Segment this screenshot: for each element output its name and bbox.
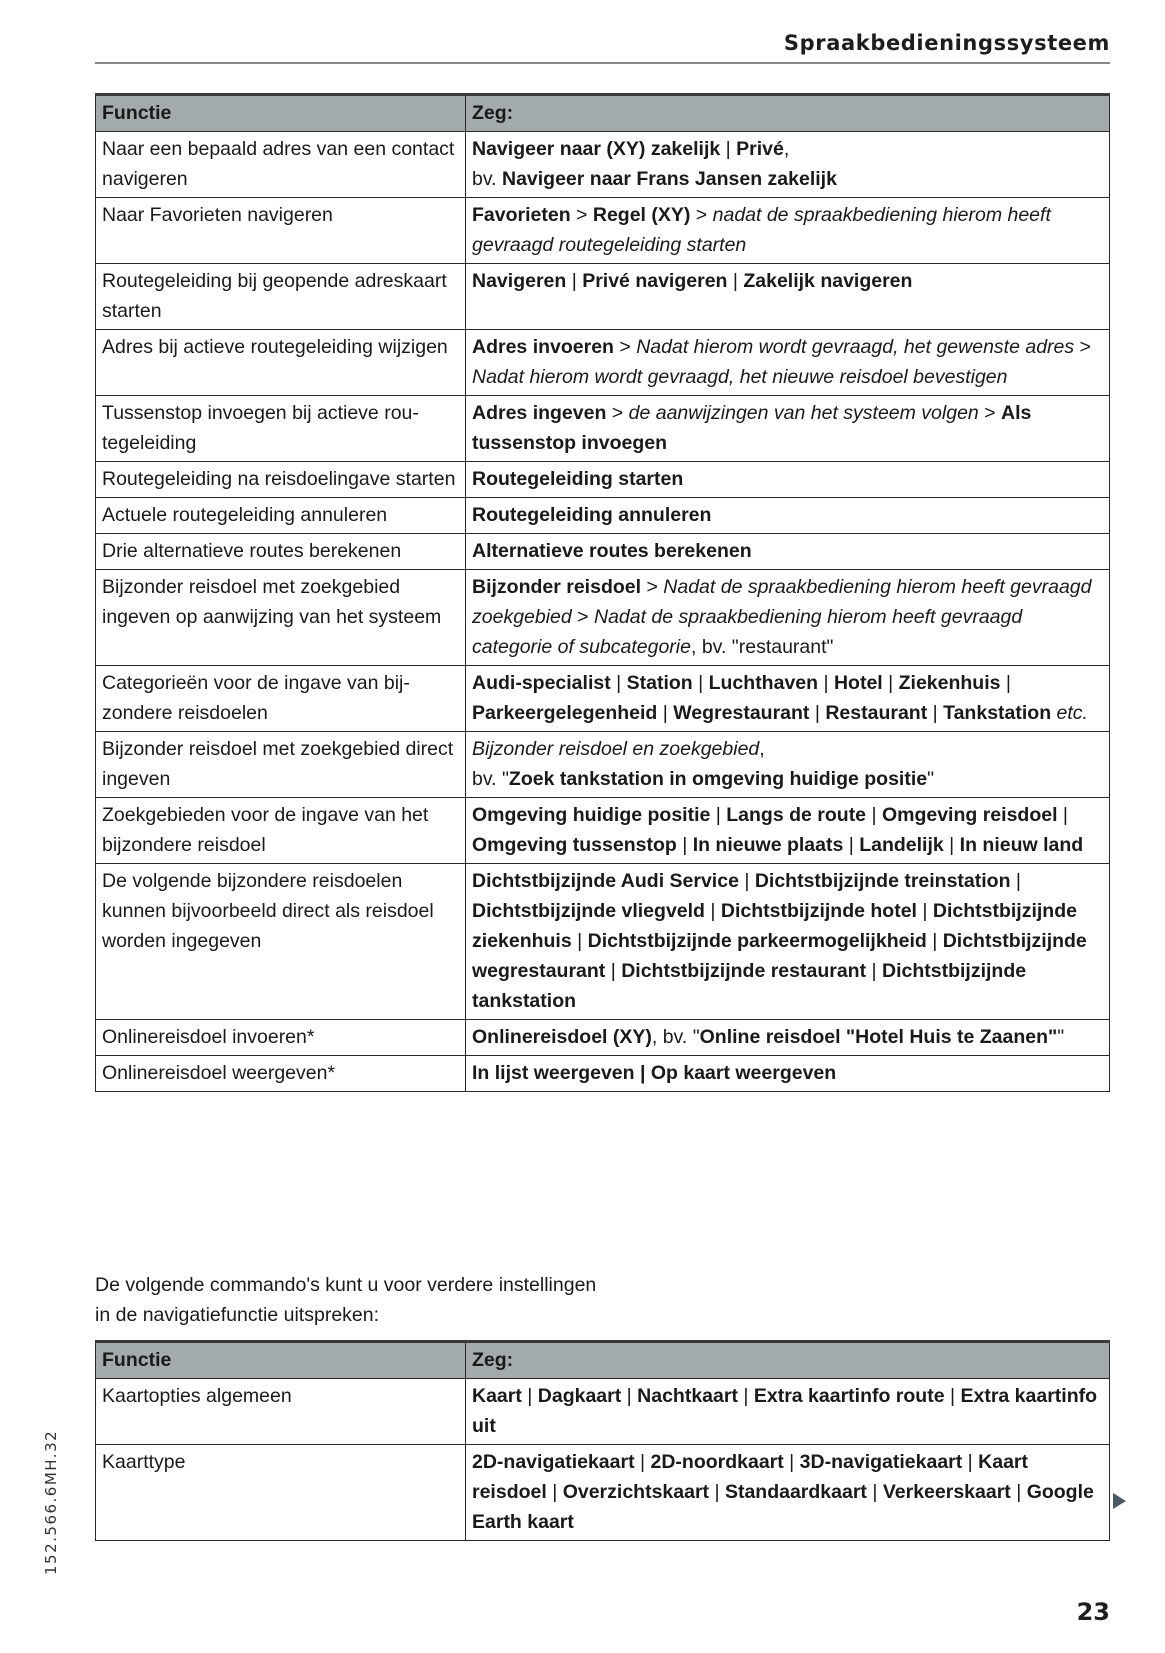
say-command-cell — [466, 462, 1110, 498]
spoken-command: Dagkaart — [537, 1385, 622, 1407]
separator-text: | — [944, 1385, 961, 1407]
separator-text: | — [927, 702, 944, 724]
say-command-cell — [466, 498, 1110, 534]
spoken-command: Dichtstbijzijnde ziekenhuis — [472, 900, 1077, 952]
instruction-text: Bijzonder reisdoel en zoekgebied — [472, 738, 760, 760]
separator-text: | — [737, 1385, 754, 1407]
separator-text: | — [720, 138, 737, 160]
spoken-command: Dichtstbijzijnde treinstation — [754, 870, 1011, 892]
instruction-text: de aanwijzingen van het systeem volgen — [628, 402, 979, 424]
table-row — [96, 462, 1110, 498]
separator-text: > — [1074, 336, 1091, 358]
separator-text: | — [818, 672, 834, 694]
function-cell: Bijzonder reisdoel met zoekgebied ingeven op aanwijzing van het systeem — [96, 570, 466, 666]
spoken-command: Adres ingeven — [472, 402, 607, 424]
spoken-command: Luchthaven — [708, 672, 819, 694]
separator-text: | — [605, 960, 622, 982]
separator-text: | — [621, 1385, 638, 1407]
separator-text: , bv. " — [651, 1026, 700, 1048]
say-command-cell — [466, 396, 1110, 462]
function-cell: Categorieën voor de ingave van bijzondere reisdoelen — [96, 666, 466, 732]
spoken-command: Standaardkaart — [724, 1481, 867, 1503]
say-command-cell — [466, 570, 1110, 666]
spoken-command: Dichtstbijzijnde restaurant — [621, 960, 867, 982]
spoken-command: Adres invoeren — [472, 336, 614, 358]
spoken-command: Overzichtskaart — [562, 1481, 710, 1503]
separator-text: | — [809, 702, 826, 724]
separator-text: | — [657, 702, 674, 724]
spoken-command: Alternatieve routes berekenen — [472, 540, 752, 562]
spoken-command: 3D-navigatiekaart — [799, 1451, 963, 1473]
section-title: Spraakbedieningssysteem — [783, 31, 1110, 55]
table-row — [96, 534, 1110, 570]
function-cell: Kaarttype — [96, 1445, 466, 1541]
separator-text: | — [566, 270, 583, 292]
separator-text: | — [704, 900, 721, 922]
table-row — [96, 1379, 1110, 1445]
function-cell: Naar een bepaald adres van een contact navigeren — [96, 132, 466, 198]
separator-text: > — [690, 204, 713, 226]
separator-text: | — [634, 1451, 651, 1473]
spoken-command: In lijst weergeven | Op kaart weergeven — [472, 1062, 837, 1084]
separator-text: | — [866, 804, 882, 826]
instruction-text: Nadat hierom wordt gevraagd, het nieuwe reisdoel bevestigen — [472, 366, 1008, 388]
separator-text: bv. — [472, 168, 502, 190]
table-header-row — [96, 95, 1110, 132]
spoken-command: 2D-noordkaart — [650, 1451, 784, 1473]
spoken-command: Dichtstbijzijnde hotel — [720, 900, 917, 922]
table-row — [96, 732, 1110, 798]
spoken-command: Als tussenstop invoegen — [472, 402, 1032, 454]
table-row — [96, 1020, 1110, 1056]
function-cell: Routegeleiding bij geopende adreskaart starten — [96, 264, 466, 330]
say-command-cell — [466, 732, 1110, 798]
separator-text: > — [571, 606, 594, 628]
spoken-command: Navigeren — [472, 270, 567, 292]
spoken-command: Landelijk — [859, 834, 944, 856]
separator-text: , bv. "restaurant" — [690, 636, 834, 658]
function-cell: Onlinereisdoel weergeven* — [96, 1056, 466, 1092]
separator-text: > — [613, 336, 637, 358]
say-command-cell — [466, 1379, 1110, 1445]
function-cell: Actuele routegeleiding annuleren — [96, 498, 466, 534]
spoken-command: Dichtstbijzijnde Audi Service — [472, 870, 739, 892]
separator-text: > — [606, 402, 629, 424]
table-row — [96, 264, 1110, 330]
separator-text: | — [710, 804, 727, 826]
spoken-command: Omgeving tussenstop — [472, 834, 677, 856]
separator-text: | — [1010, 870, 1021, 892]
spoken-command: Langs de route — [726, 804, 867, 826]
function-cell: Naar Favorieten navigeren — [96, 198, 466, 264]
separator-text: " — [927, 768, 935, 790]
separator-text: | — [709, 1481, 725, 1503]
function-cell: Bijzonder reisdoel met zoekgebied direct ingeven — [96, 732, 466, 798]
spoken-command: Google Earth kaart — [472, 1481, 1094, 1533]
instruction-text: Nadat de spraakbediening hierom heeft gevraagd zoekgebied — [472, 576, 1092, 628]
spoken-command: Onlinereisdoel (XY) — [472, 1026, 652, 1048]
table-row — [96, 498, 1110, 534]
spoken-command: In nieuw land — [959, 834, 1084, 856]
say-command-cell — [466, 864, 1110, 1020]
spoken-command: Privé — [736, 138, 784, 160]
spoken-command: Dichtstbijzijnde tankstation — [472, 960, 1027, 1012]
instruction-text: etc. — [1056, 702, 1088, 724]
separator-text: | — [571, 930, 588, 952]
running-header — [95, 26, 1110, 64]
separator-text: | — [943, 834, 960, 856]
spoken-command: Hotel — [833, 672, 883, 694]
separator-text: | — [546, 1481, 563, 1503]
separator-text: bv. " — [472, 768, 509, 790]
spoken-command: Omgeving reisdoel — [881, 804, 1058, 826]
separator-text: " — [1057, 1026, 1065, 1048]
spoken-command: Ziekenhuis — [898, 672, 1001, 694]
spoken-command: Wegrestaurant — [673, 702, 810, 724]
spoken-command: Bijzonder reisdoel — [472, 576, 642, 598]
column-header-function: Functie — [96, 95, 466, 132]
spoken-command: Tankstation — [943, 702, 1052, 724]
spoken-command: Dichtstbijzijnde wegrestaurant — [472, 930, 1087, 982]
separator-text: > — [570, 204, 593, 226]
table-row — [96, 330, 1110, 396]
spoken-command: Extra kaartinfo uit — [472, 1385, 1098, 1437]
table-row — [96, 666, 1110, 732]
spoken-command: Parkeergelegenheid — [472, 702, 658, 724]
spoken-command: Verkeerskaart — [882, 1481, 1011, 1503]
separator-text: | — [882, 672, 899, 694]
separator-text: > — [978, 402, 1001, 424]
separator-text: | — [866, 1481, 883, 1503]
separator-text: | — [866, 960, 882, 982]
spoken-command: Kaart reisdoel — [472, 1451, 1029, 1503]
separator-text: | — [916, 900, 933, 922]
spoken-command: Favorieten — [472, 204, 571, 226]
table-row — [96, 132, 1110, 198]
spoken-command: Navigeer naar Frans Jansen zakelijk — [501, 168, 837, 190]
spoken-command: Online reisdoel "Hotel Huis te Zaanen" — [699, 1026, 1058, 1048]
say-command-cell — [466, 264, 1110, 330]
say-command-cell — [466, 198, 1110, 264]
separator-text: | — [962, 1451, 979, 1473]
separator-text: | — [676, 834, 693, 856]
spoken-command: Dichtstbijzijnde vliegveld — [472, 900, 705, 922]
function-cell: Adres bij actieve routegeleiding wijzigen — [96, 330, 466, 396]
say-command-cell — [466, 1020, 1110, 1056]
instruction-text: Nadat hierom wordt gevraagd, het gewenste adres — [636, 336, 1075, 358]
column-header-say: Zeg: — [466, 95, 1110, 132]
function-cell: Kaartopties algemeen — [96, 1379, 466, 1445]
separator-text: , — [783, 138, 790, 160]
intro-paragraph: De volgende commando's kunt u voor verdere instellingen in de navigatiefunctie uitspreken: — [95, 1274, 597, 1326]
table-row — [96, 396, 1110, 462]
say-command-cell — [466, 1056, 1110, 1092]
separator-text: | — [843, 834, 860, 856]
spoken-command: Zoek tankstation in omgeving huidige positie — [508, 768, 928, 790]
separator-text: | — [783, 1451, 800, 1473]
voice-commands-table-map-settings — [95, 1340, 1110, 1541]
spoken-command: Navigeer naar (XY) zakelijk — [472, 138, 721, 160]
column-header-function: Functie — [96, 1342, 466, 1379]
say-command-cell — [466, 1445, 1110, 1541]
function-cell: Zoekgebieden voor de ingave van het bijzondere reisdoel — [96, 798, 466, 864]
voice-commands-table-navigation — [95, 93, 1110, 1092]
spoken-command: Regel (XY) — [592, 204, 691, 226]
instruction-text: Nadat de spraakbediening hierom heeft gevraagd categorie of subcategorie — [472, 606, 1023, 658]
table-row — [96, 798, 1110, 864]
spoken-command: Dichtstbijzijnde parkeermogelijkheid — [587, 930, 927, 952]
instruction-text: nadat de spraakbediening hierom heeft gevraagd routegeleiding starten — [472, 204, 1051, 256]
spoken-command: Zakelijk navigeren — [743, 270, 913, 292]
document-code: 152.566.6MH.32 — [42, 1429, 60, 1575]
spoken-command: 2D-navigatiekaart — [472, 1451, 635, 1473]
spoken-command: Restaurant — [825, 702, 928, 724]
table-row — [96, 1445, 1110, 1541]
separator-text: | — [926, 930, 943, 952]
separator-text: | — [692, 672, 709, 694]
function-cell: Drie alternatieve routes berekenen — [96, 534, 466, 570]
separator-text: > — [641, 576, 664, 598]
continue-triangle-right-icon — [1113, 1493, 1126, 1509]
separator-text: | — [1057, 804, 1068, 826]
spoken-command: Kaart — [472, 1385, 522, 1407]
table-row — [96, 570, 1110, 666]
separator-text: | — [610, 672, 627, 694]
table-row — [96, 198, 1110, 264]
spoken-command: Privé navigeren — [582, 270, 728, 292]
say-command-cell — [466, 132, 1110, 198]
separator-text: | — [521, 1385, 538, 1407]
say-command-cell — [466, 666, 1110, 732]
spoken-command: Audi-specialist — [472, 672, 611, 694]
spoken-command: Routegeleiding starten — [472, 468, 684, 490]
spoken-command: Extra kaartinfo route — [753, 1385, 945, 1407]
function-cell: De volgende bijzondere reisdoelen kunnen bijvoorbeeld direct als reisdoel worden ingegeven — [96, 864, 466, 1020]
spoken-command: Omgeving huidige positie — [472, 804, 711, 826]
table-row — [96, 864, 1110, 1020]
function-cell: Routegeleiding na reisdoelingave starten — [96, 462, 466, 498]
column-header-say: Zeg: — [466, 1342, 1110, 1379]
separator-text: | — [1000, 672, 1011, 694]
separator-text: | — [727, 270, 744, 292]
function-cell: Tussenstop invoegen bij actieve routegeleiding — [96, 396, 466, 462]
separator-text: | — [738, 870, 755, 892]
say-command-cell — [466, 798, 1110, 864]
separator-text: | — [1010, 1481, 1027, 1503]
say-command-cell — [466, 330, 1110, 396]
function-cell: Onlinereisdoel invoeren* — [96, 1020, 466, 1056]
table-row — [96, 1056, 1110, 1092]
table-header-row — [96, 1342, 1110, 1379]
spoken-command: Station — [626, 672, 693, 694]
say-command-cell — [466, 534, 1110, 570]
spoken-command: Routegeleiding annuleren — [472, 504, 712, 526]
spoken-command: In nieuwe plaats — [692, 834, 844, 856]
page-number: 23 — [1076, 1598, 1110, 1626]
separator-text: , — [759, 738, 765, 760]
spoken-command: Nachtkaart — [637, 1385, 738, 1407]
